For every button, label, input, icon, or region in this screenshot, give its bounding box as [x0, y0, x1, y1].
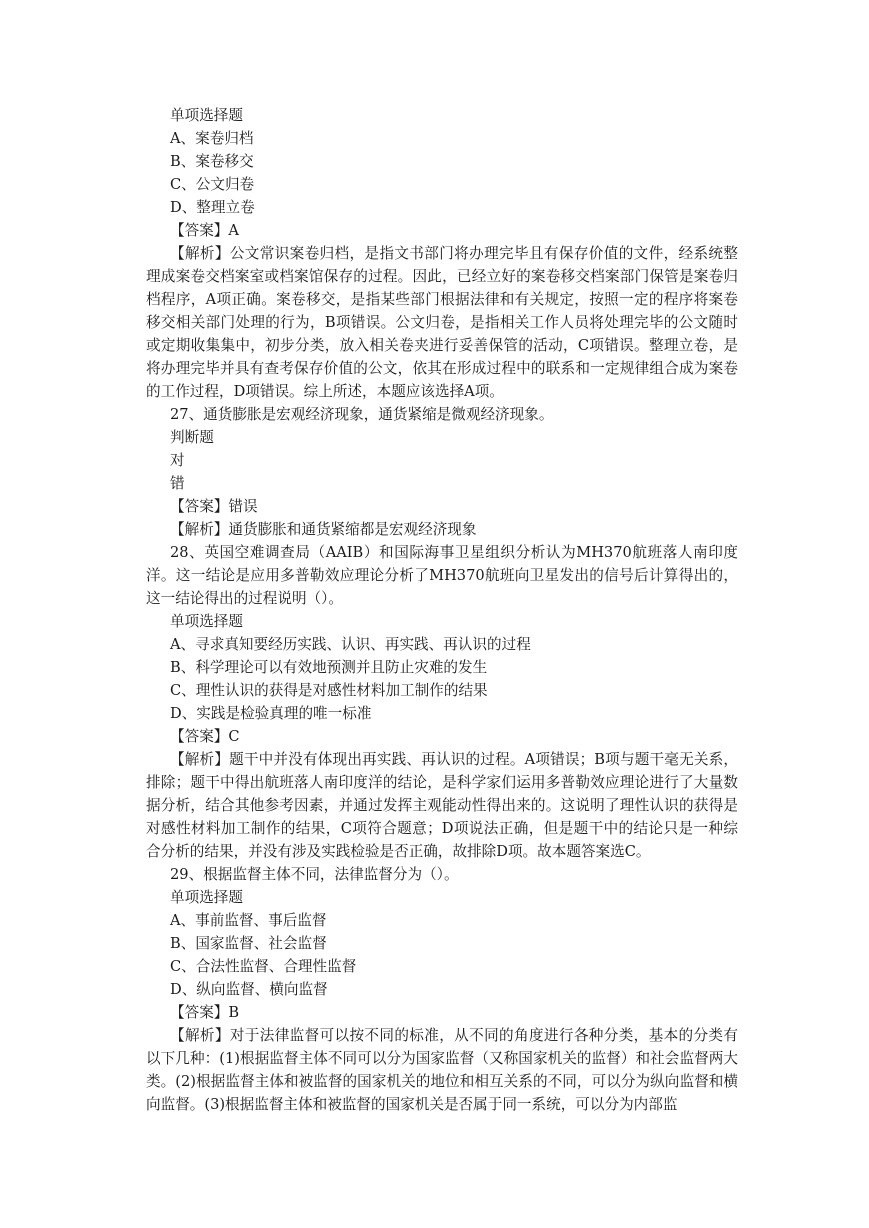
q27-answer: 【答案】错误 — [170, 498, 258, 515]
q28-option-c: C、理性认识的获得是对感性材料加工制作的结果 — [170, 682, 488, 699]
q29-answer: 【答案】B — [170, 1004, 240, 1021]
q28-option-a: A、寻求真知要经历实践、认识、再实践、再认识的过程 — [170, 636, 531, 653]
q29-question: 29、根据监督主体不同，法律监督分为（）。 — [170, 866, 459, 883]
q29-option-c: C、合法性监督、合理性监督 — [170, 958, 357, 975]
q28-option-b: B、科学理论可以有效地预测并且防止灾难的发生 — [170, 659, 488, 676]
q26-option-c: C、公文归卷 — [170, 176, 255, 193]
q26-option-a: A、案卷归档 — [170, 130, 254, 147]
q29-type: 单项选择题 — [170, 889, 243, 906]
q29-analysis: 【解析】对于法律监督可以按不同的标准，从不同的角度进行各种分类，基本的分类有以下几种：(1)根据监督主体不同可以分为国家监督（又称国家机关的监督）和社会监督两大类。(2)根据监督主体和被监督的国家机关的地位和相互关系的不同，可以分为纵向监督和横向监督。(3)根据监督主体和被监督的国家机关是否属于同一系统，可以分为内部监 — [146, 1027, 738, 1113]
q26-option-b: B、案卷移交 — [170, 153, 254, 170]
q29-option-b: B、国家监督、社会监督 — [170, 935, 327, 952]
q26-analysis: 【解析】公文常识案卷归档，是指文书部门将办理完毕且有保存价值的文件，经系统整理成案卷交档案室或档案馆保存的过程。因此，已经立好的案卷移交档案部门保管是案卷归档程序，A项正确。案卷移交，是指某些部门根据法律和有关规定，按照一定的程序将案卷移交相关部门处理的行为，B项错误。公文归卷，是指相关工作人员将处理完毕的公文随时或定期收集集中，初步分类，放入相关卷夹进行妥善保管的活动，C项错误。整理立卷，是将办理完毕并具有查考保存价值的公文，依其在形成过程中的联系和一定规律组合成为案卷的工作过程，D项错误。综上所述，本题应该选择A项。 — [146, 245, 738, 400]
q28-answer: 【答案】C — [170, 728, 240, 745]
q26-answer: 【答案】A — [170, 222, 239, 239]
q27-option-true: 对 — [170, 452, 185, 469]
q27-question: 27、通货膨胀是宏观经济现象，通货紧缩是微观经济现象。 — [170, 406, 554, 423]
q28-question: 28、英国空难调查局（AAIB）和国际海事卫星组织分析认为MH370航班落人南印度洋。这一结论是应用多普勒效应理论分析了MH370航班向卫星发出的信号后计算得出的，这一结论得出的过程说明（）。 — [146, 544, 738, 607]
q29-option-a: A、事前监督、事后监督 — [170, 912, 327, 929]
q27-type: 判断题 — [170, 429, 214, 446]
q27-option-false: 错 — [170, 475, 185, 492]
q26-option-d: D、整理立卷 — [170, 199, 255, 216]
q28-option-d: D、实践是检验真理的唯一标准 — [170, 705, 372, 722]
q29-option-d: D、纵向监督、横向监督 — [170, 981, 328, 998]
document-page — [146, 104, 738, 1116]
q26-type: 单项选择题 — [170, 107, 243, 124]
q28-analysis: 【解析】题干中并没有体现出再实践、再认识的过程。A项错误；B项与题干毫无关系，排除；题干中得出航班落人南印度洋的结论，是科学家们运用多普勒效应理论进行了大量数据分析，结合其他参考因素，并通过发挥主观能动性得出来的。这说明了理性认识的获得是对感性材料加工制作的结果，C项符合题意；D项说法正确，但是题干中的结论只是一种综合分析的结果，并没有涉及实践检验是否正确，故排除D项。故本题答案选C。 — [146, 751, 738, 860]
q27-analysis: 【解析】通货膨胀和通货紧缩都是宏观经济现象 — [170, 521, 477, 538]
q28-type: 单项选择题 — [170, 613, 243, 630]
